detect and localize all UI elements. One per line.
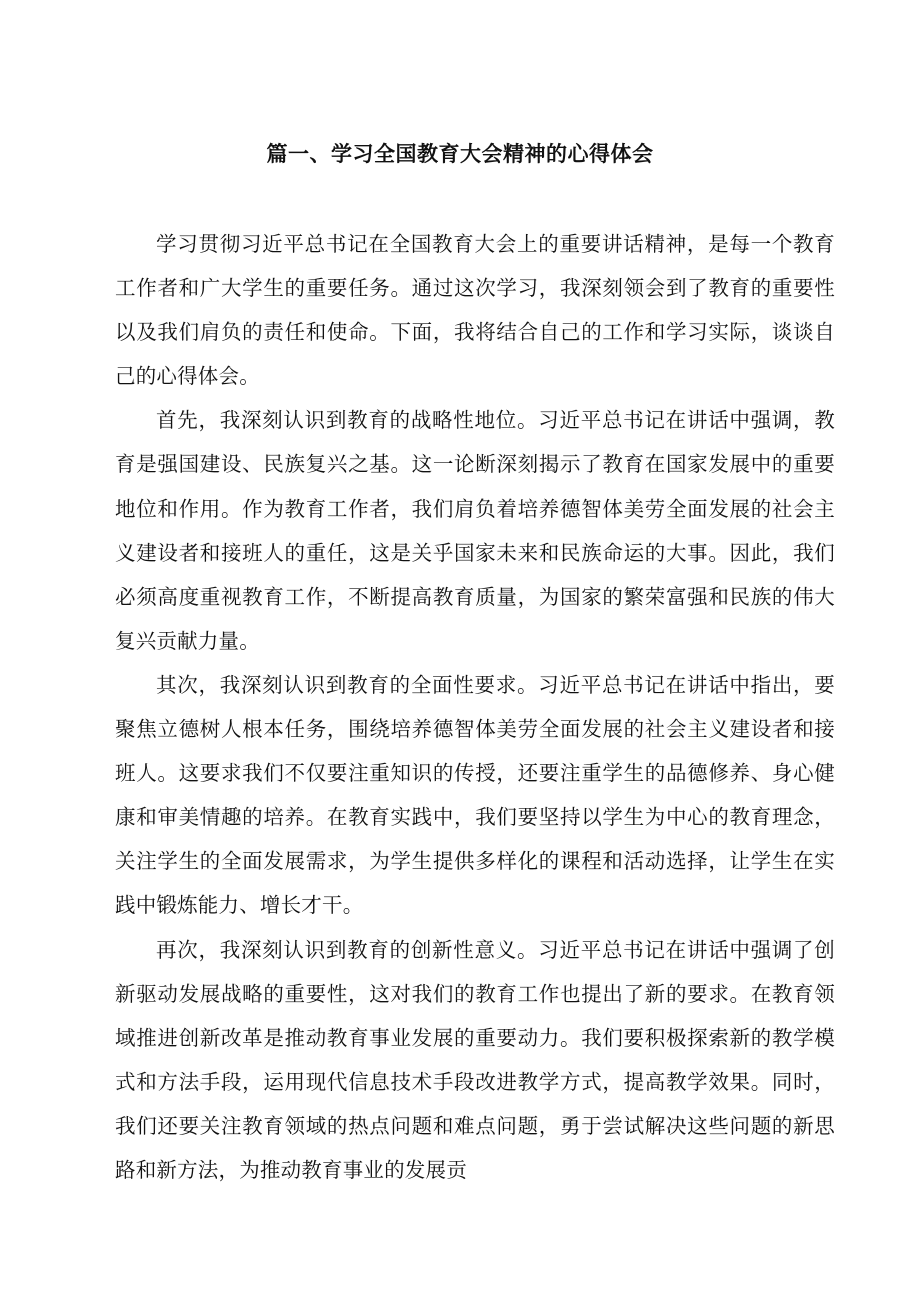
- document-body: [115, 222, 835, 1192]
- paragraph-strategic-status: 首先，我深刻认识到教育的战略性地位。习近平总书记在讲话中强调，教育是强国建设、民族复兴之基。这一论断深刻揭示了教育在国家发展中的重要地位和作用。作为教育工作者，我们肩负着培养德智体美劳全面发展的社会主义建设者和接班人的重任，这是关乎国家未来和民族命运的大事。因此，我们必须高度重视教育工作，不断提高教育质量，为国家的繁荣富强和民族的伟大复兴贡献力量。: [115, 408, 835, 653]
- paragraph-comprehensive-requirement: 其次，我深刻认识到教育的全面性要求。习近平总书记在讲话中指出，要聚焦立德树人根本任务，围绕培养德智体美劳全面发展的社会主义建设者和接班人。这要求我们不仅要注重知识的传授，还要注重学生的品德修养、身心健康和审美情趣的培养。在教育实践中，我们要坚持以学生为中心的教育理念，关注学生的全面发展需求，为学生提供多样化的课程和活动选择，让学生在实践中锻炼能力、增长才干。: [115, 672, 835, 918]
- paragraph-innovation-significance: 再次，我深刻认识到教育的创新性意义。习近平总书记在讲话中强调了创新驱动发展战略的重要性，这对我们的教育工作也提出了新的要求。在教育领域推进创新改革是推动教育事业发展的重要动力。我们要积极探索新的教学模式和方法手段，运用现代信息技术手段改进教学方式，提高教学效果。同时，我们还要关注教育领域的热点问题和难点问题，勇于尝试解决这些问题的新思路和新方法，为推动教育事业的发展贡: [115, 937, 835, 1182]
- paragraph-intro: 学习贯彻习近平总书记在全国教育大会上的重要讲话精神，是每一个教育工作者和广大学生的重要任务。通过这次学习，我深刻领会到了教育的重要性以及我们肩负的责任和使命。下面，我将结合自己的工作和学习实际，谈谈自己的心得体会。: [115, 232, 835, 389]
- document-title: 篇一、学习全国教育大会精神的心得体会: [266, 142, 654, 166]
